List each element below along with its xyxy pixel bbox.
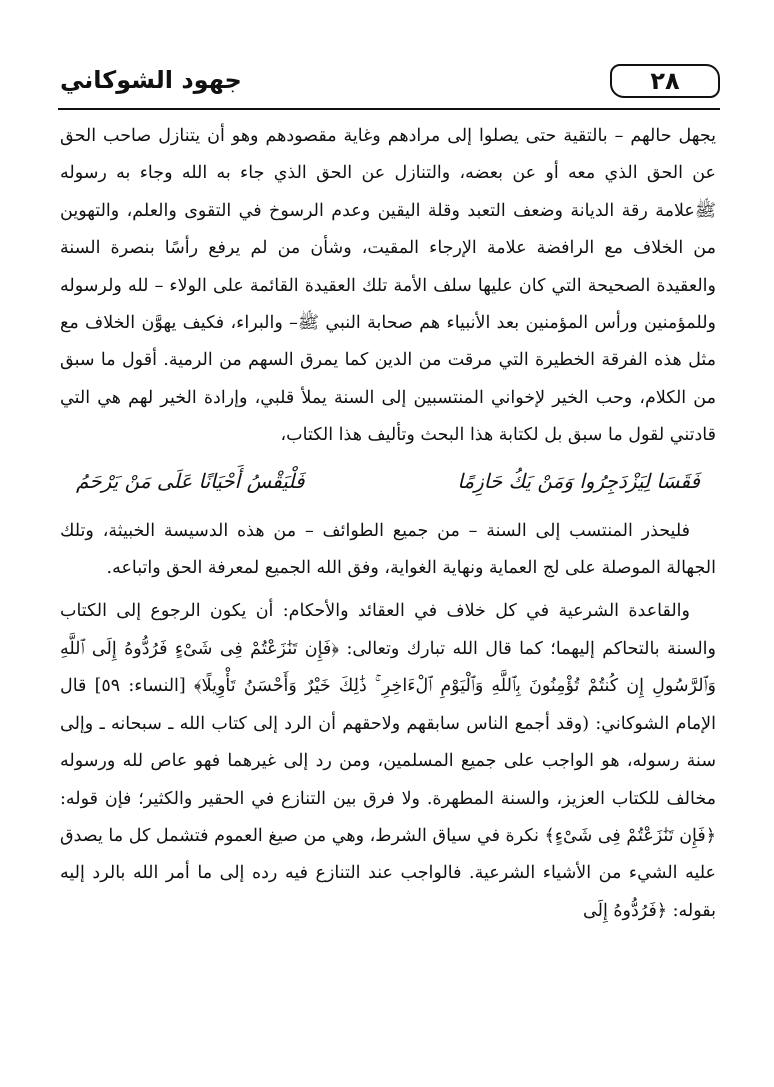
page-number: ٢٨	[610, 64, 720, 98]
page-body	[60, 118, 716, 930]
page-header	[60, 62, 720, 106]
verse-first-hemistich: فَقَسَا لِيَزْدَجِرُوا وَمَنْ يَكُ حَازِمًا	[457, 468, 700, 493]
paragraph: والقاعدة الشرعية في كل خلاف في العقائد والأحكام: أن يكون الرجوع إلى الكتاب والسنة بالتحاكم إليهما؛ كما قال الله تبارك وتعالى: ﴿فَإِن تَنَٰزَعْتُمْ فِى شَىْءٍ فَرُدُّوهُ إِلَى ٱللَّهِ وَٱلرَّسُولِ إِن كُنتُمْ تُؤْمِنُونَ بِٱللَّهِ وَٱلْيَوْمِ ٱلْءَاخِرِ ۚ ذَٰلِكَ خَيْرٌ وَأَحْسَنُ تَأْوِيلًا﴾ [النساء: ٥٩] قال الإمام الشوكاني: (وقد أجمع الناس سابقهم ولاحقهم أن الرد إلى كتاب الله ـ سبحانه ـ وإلى سنة رسوله، هو الواجب على جميع المسلمين، ومن رد إلى غيرهما فهو عاص لله ورسوله مخالف للكتاب العزيز، والسنة المطهرة. ولا فرق بين التنازع في الحقير والكثير؛ فإن قوله: ﴿فَإِن تَنَٰزَعْتُمْ فِى شَىْءٍ﴾ نكرة في سياق الشرط، وهي من صيغ العموم فتشمل كل ما يصدق عليه الشيء من الأشياء الشرعية. فالواجب عند التنازع فيه رده إلى ما أمر الله بالرد إليه بقوله: ﴿فَرُدُّوهُ إِلَى	[60, 601, 716, 921]
poetry-verse	[60, 455, 716, 513]
paragraph: يجهل حالهم – بالتقية حتى يصلوا إلى مرادهم وغاية مقصودهم وهو أن يتنازل صاحب الحق عن الحق الذي معه أو عن بعضه، والتنازل عن الحق الذي جاء به الله وجاء به رسوله ﷺعلامة رقة الديانة وضعف التعبد وقلة اليقين وعدم الرسوخ في التقوى والعلم، والتهوين من الخلاف مع الرافضة علامة الإرجاء المقيت، وشأن من لم يرفع رأسًا بنصرة السنة والعقيدة الصحيحة التي كان عليها سلف الأمة تلك العقيدة القائمة على الولاء – لله ولرسوله وللمؤمنين ورأس المؤمنين بعد الأنبياء هم صحابة النبي ﷺ– والبراء، فكيف يهوَّن الخلاف مع مثل هذه الفرقة الخطيرة التي مرقت من الدين كما يمرق السهم من الرمية. أقول ما سبق من الكلام، وحب الخير لإخواني المنتسبين إلى السنة يملأ قلبي، وإرادة الخير لهم هي التي قادتني لقول ما سبق بل لكتابة هذا البحث وتأليف هذا الكتاب،	[60, 126, 716, 446]
paragraph: فليحذر المنتسب إلى السنة – من جميع الطوائف – من هذه الدسيسة الخبيثة، وتلك الجهالة الموصلة على لج العماية ونهاية الغواية، وفق الله الجميع لمعرفة الحق واتباعه.	[60, 520, 716, 579]
verse-second-hemistich: فَلْيَقْسُ أَحْيَانًا عَلَى مَنْ يَرْحَمُ	[76, 468, 305, 493]
header-divider	[58, 108, 720, 110]
running-title: جهود الشوكاني	[60, 66, 242, 94]
